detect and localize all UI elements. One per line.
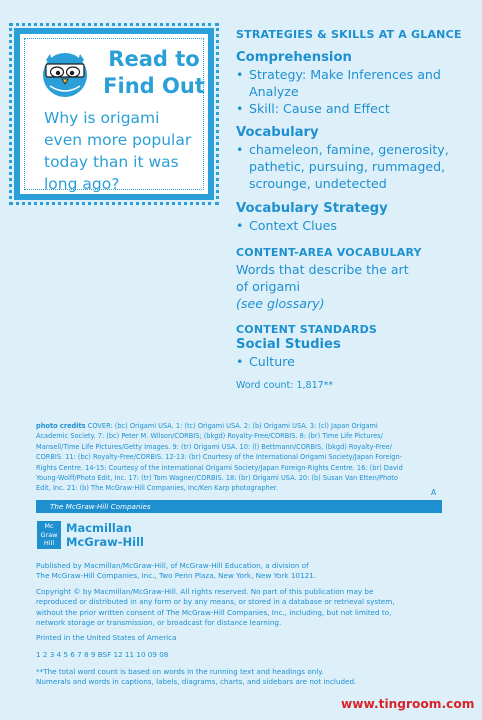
glossary-note: (see glossary) [236,296,325,311]
vocabulary-strategy-item: • Context Clues [236,217,472,234]
published-line: The McGraw-Hill Companies, Inc., Two Penn Plaza, New York, New York 10121. [36,571,317,581]
read-to-find-out-title [94,46,214,100]
credits-line: Academic Society. 7: (bc) Peter M. Wilson/CORBIS; (bkgd) Royalty-Free/CORBIS. 8: (br) Time Life Pictures/ [36,432,383,441]
title-line-1: Read to [108,47,200,71]
credits-line: Rights Centre. 14-15: Courtesy of the International Origami Society/Japan Foreign-Rights Centre. 16: (br) David [36,463,403,472]
social-studies-heading: Social Studies [236,337,341,352]
credits-line [36,421,448,431]
strategy-line-1: • Strategy: Make Inferences and [249,67,441,82]
photo-credits [36,421,448,494]
publisher-name-line-1: Macmillan [66,521,132,535]
mcgraw-hill-banner: The McGraw·Hill Companies [36,500,442,513]
copyright-line: reproduced or distributed in any form or by any means, or stored in a database or retrieval system, [36,597,395,607]
logo-line: Hill [43,539,55,548]
owl-icon [38,46,92,100]
credits-text: COVER: (bc) Origami USA. 1: (tc) Origami USA. 2: (b) Origami USA. 3: (cl) Japan Origami [87,422,378,430]
footnote-line: **The total word count is based on words in the running text and headings only. [36,667,324,676]
focus-question [44,107,202,195]
content-standards-heading: CONTENT STANDARDS [236,323,378,336]
strategy-item [236,66,472,100]
strategies-header: STRATEGIES & SKILLS AT A GLANCE [236,28,462,41]
content-area-line-2: of origami [236,279,301,294]
read-to-find-out-box [14,28,214,200]
vocabulary-item [236,141,472,192]
credits-line: Edit, Inc. 21: (b) The McGraw-Hill Companies, Inc/Ken Karp photographer. [36,484,278,493]
question-line: today than it was [44,153,179,171]
credits-line: Mansell/Time Life Pictures/Getty Images. 9: (tr) Origami USA. 10: (l) Bettmann/CORBIS, (bkgd) Royalty-Free/ [36,442,392,451]
copyright-line: Copyright © by Macmillan/McGraw-Hill. All rights reserved. No part of this publication may be [36,587,374,596]
question-line: even more popular [44,131,192,149]
question-line: Why is origami [44,109,160,127]
published-by [36,561,456,582]
skill-item: • Skill: Cause and Effect [236,100,472,117]
published-line: Published by Macmillan/McGraw-Hill, of McGraw-Hill Education, a division of [36,561,309,570]
credits-label: photo credits [36,422,86,430]
vocabulary-heading: Vocabulary [236,125,319,140]
comprehension-heading: Comprehension [236,50,352,65]
content-area-heading: CONTENT-AREA VOCABULARY [236,246,422,259]
question-line: long ago? [44,175,120,193]
copyright-line: network storage or transmission, or broadcast for distance learning. [36,618,282,628]
copyright-notice [36,587,456,629]
printed-in: Printed in the United States of America [36,633,177,642]
copyright-line: without the prior written consent of The McGraw-Hill Companies, Inc., including, but not limited to, [36,607,392,617]
strategy-line-2: Analyze [249,84,299,99]
title-line-2: Find Out [103,74,205,98]
vocabulary-line-2: pathetic, pursuing, rummaged, [249,159,446,174]
publisher-name [66,522,144,549]
watermark-link[interactable]: www.tingroom.com [341,697,475,711]
mcgraw-hill-logo-icon [37,521,61,549]
vocabulary-line-3: scrounge, undetected [249,176,387,191]
printing-numbers: 1 2 3 4 5 6 7 8 9 BSF 12 11 10 09 08 [36,650,169,659]
vocabulary-strategy-heading: Vocabulary Strategy [236,201,388,216]
credits-line: CORBIS. 11: (bc) Royalty-Free/CORBIS. 12-13: (br) Courtesy of the International Origami Society/Japan Foreign- [36,453,403,462]
credits-line: Young-Wolff/Photo Edit, Inc. 17: (tr) Tom Wagner/CORBIS. 18: (br) Origami USA. 20: (b) Susan Van Etten/Photo [36,474,398,483]
culture-item: • Culture [236,353,472,370]
strategies-column [236,28,472,391]
edition-mark: A [431,488,437,497]
footnote-line: Numerals and words in captions, labels, diagrams, charts, and sidebars are not included. [36,677,357,687]
word-count: Word count: 1,817** [236,380,334,391]
logo-line: Graw [40,530,58,539]
publisher-name-line-2: McGraw-Hill [66,534,144,549]
logo-line: Mc [44,522,54,530]
word-count-footnote [36,667,456,688]
content-area-line-1: Words that describe the art [236,262,409,277]
vocabulary-line-1: • chameleon, famine, generosity, [249,142,449,157]
